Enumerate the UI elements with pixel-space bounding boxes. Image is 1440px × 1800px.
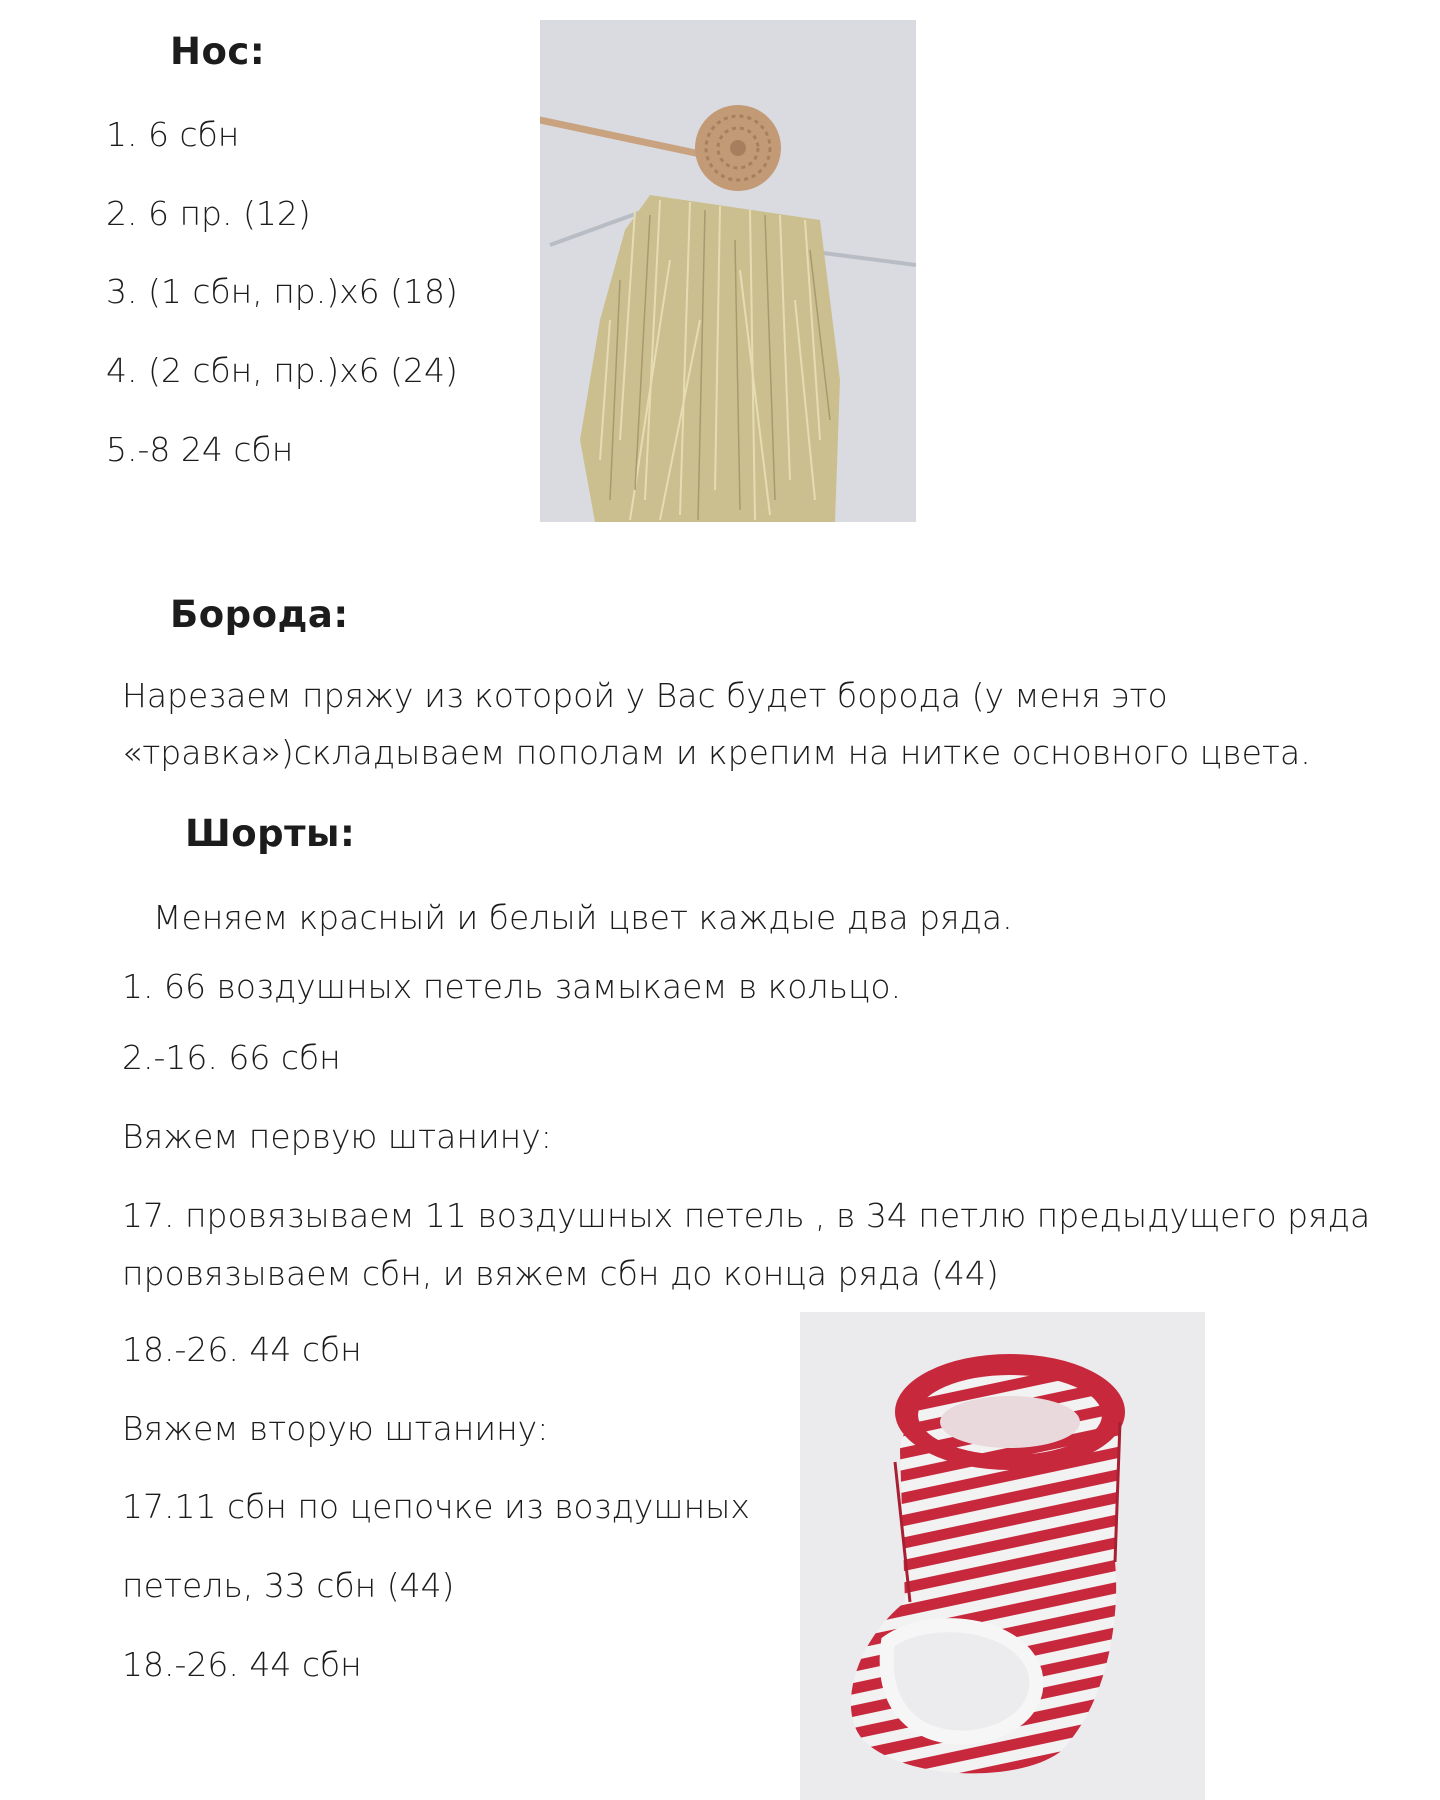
leg1-row-17-line-1: 17. провязываем 11 воздушных петель , в 34 петлю предыдущего ряда bbox=[122, 1196, 1371, 1235]
shorts-heading: Шорты: bbox=[185, 812, 356, 855]
beard-text-line-2: «травка»)складываем пополам и крепим на нитке основного цвета. bbox=[122, 733, 1311, 772]
beard-text-line-1: Нарезаем пряжу из которой у Вас будет борода (у меня это bbox=[122, 676, 1168, 715]
nose-row-4: 4. (2 сбн, пр.)х6 (24) bbox=[106, 351, 458, 390]
nose-row-5: 5.-8 24 сбн bbox=[106, 430, 294, 469]
nose-row-3: 3. (1 сбн, пр.)х6 (18) bbox=[106, 272, 458, 311]
leg1-heading: Вяжем первую штанину: bbox=[122, 1117, 552, 1156]
leg1-row-17-line-2: провязываем сбн, и вяжем сбн до конца ряда (44) bbox=[122, 1254, 999, 1293]
leg2-row-17-line-2: петель, 33 сбн (44) bbox=[122, 1566, 455, 1605]
shorts-row-2: 2.-16. 66 сбн bbox=[122, 1038, 341, 1077]
nose-row-1: 1. 6 сбн bbox=[106, 115, 240, 154]
shorts-photo bbox=[800, 1312, 1205, 1800]
beard-photo bbox=[540, 20, 916, 522]
shorts-intro: Меняем красный и белый цвет каждые два ряда. bbox=[153, 898, 1013, 937]
beard-heading: Борода: bbox=[170, 593, 349, 636]
nose-row-2: 2. 6 пр. (12) bbox=[106, 194, 311, 233]
leg2-row-18-26: 18.-26. 44 сбн bbox=[122, 1645, 362, 1684]
leg2-row-17-line-1: 17.11 сбн по цепочке из воздушных bbox=[122, 1487, 750, 1526]
shorts-row-1: 1. 66 воздушных петель замыкаем в кольцо. bbox=[122, 967, 902, 1006]
nose-heading: Нос: bbox=[170, 30, 266, 73]
leg1-row-18-26: 18.-26. 44 сбн bbox=[122, 1330, 362, 1369]
leg2-heading: Вяжем вторую штанину: bbox=[122, 1409, 549, 1448]
